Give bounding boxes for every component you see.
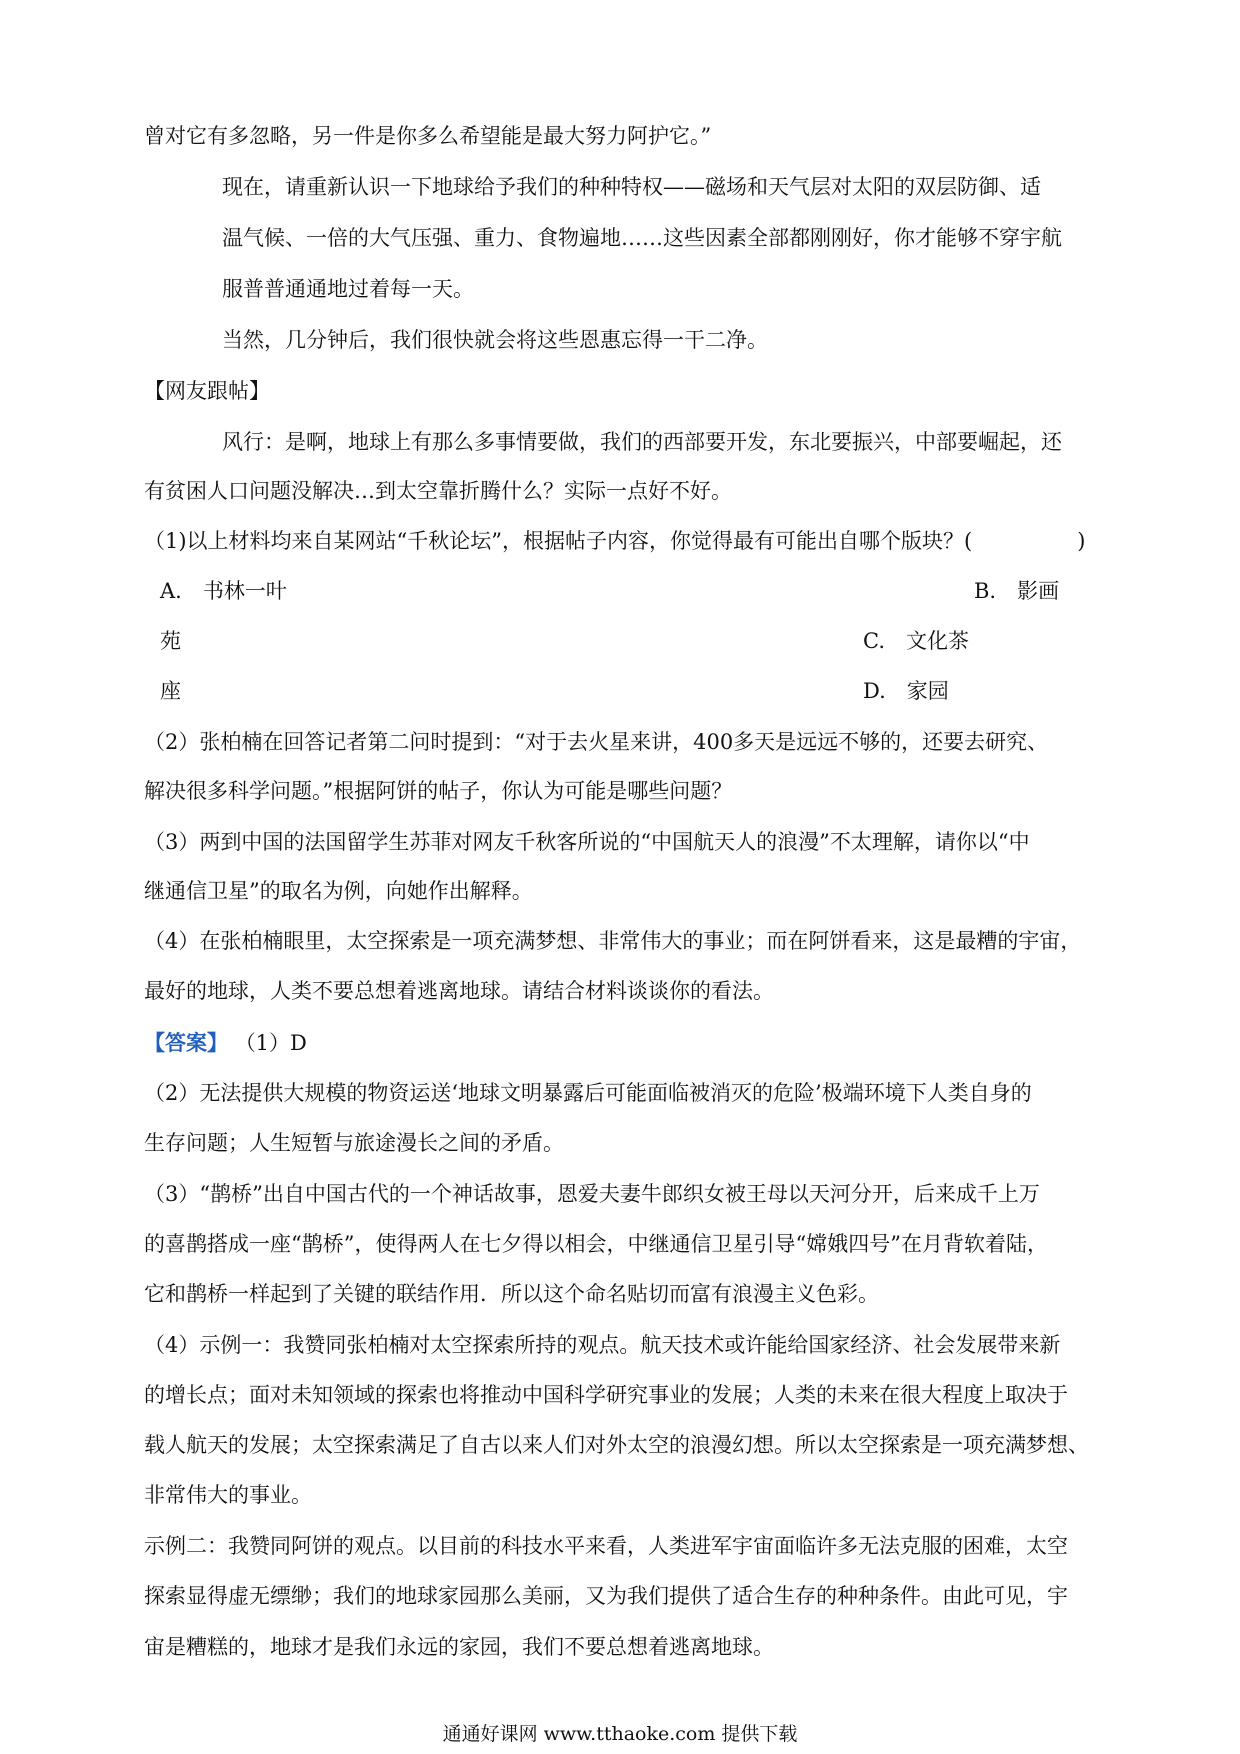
answer-line: 它和鹊桥一样起到了关键的联结作用．所以这个命名贴切而富有浪漫主义色彩。 xyxy=(144,1282,879,1306)
option-c-continued: 座 xyxy=(160,679,181,703)
answer-line: 非常伟大的事业。 xyxy=(144,1483,312,1507)
answer-line: 的喜鹊搭成一座“鹊桥”，使得两人在七夕得以相会，中继通信卫星引导“嫦娥四号”在月背软着陆， xyxy=(144,1232,1048,1256)
text-line: 现在，请重新认识一下地球给予我们的种种特权——磁场和天气层对太阳的双层防御、适 xyxy=(222,175,1041,199)
answer-1: （1）D xyxy=(234,1031,307,1055)
answer-line: （3）“鹊桥”出自中国古代的一个神话故事，恩爱夫妻牛郎织女被王母以天河分开，后来成千上万 xyxy=(144,1182,1040,1206)
question-2: （2）张柏楠在回答记者第二问时提到：“对于去火星来讲，400多天是远远不够的，还要去研究、 xyxy=(144,730,1049,754)
page-footer: 通通好课网 www.tthaoke.com 提供下载 xyxy=(442,1723,798,1745)
answer-heading xyxy=(144,1028,307,1058)
answer-line: 宙是糟糕的，地球才是我们永远的家园，我们不要总想着逃离地球。 xyxy=(144,1635,774,1659)
option-d: D. 家园 xyxy=(863,679,949,703)
text-line: 服普普通通地过着每一天。 xyxy=(222,277,474,301)
text-line: 最好的地球，人类不要总想着逃离地球。请结合材料谈谈你的看法。 xyxy=(144,979,774,1003)
text-line: 解决很多科学问题。”根据阿饼的帖子，你认为可能是哪些问题？ xyxy=(144,779,733,803)
text-line: 温气候、一倍的大气压强、重力、食物遍地……这些因素全部都刚刚好，你才能够不穿宇航 xyxy=(222,226,1062,250)
answer-line: （4）示例一：我赞同张柏楠对太空探索所持的观点。航天技术或许能给国家经济、社会发展带来新 xyxy=(144,1333,1061,1357)
answer-line: 示例二：我赞同阿饼的观点。以目前的科技水平来看，人类进军宇宙面临许多无法克服的困难，太空 xyxy=(144,1534,1068,1558)
text-line: 风行：是啊，地球上有那么多事情要做，我们的西部要开发，东北要振兴，中部要崛起，还 xyxy=(222,430,1062,454)
text-line: 继通信卫星”的取名为例，向她作出解释。 xyxy=(144,879,533,903)
section-heading: 【网友跟帖】 xyxy=(144,379,270,403)
answer-line: 的增长点；面对未知领域的探索也将推动中国科学研究事业的发展；人类的未来在很大程度上取决于 xyxy=(144,1383,1068,1407)
option-b: B. 影画 xyxy=(974,579,1060,603)
answer-line: 载人航天的发展；太空探索满足了自古以来人们对外太空的浪漫幻想。所以太空探索是一项充满梦想、 xyxy=(144,1433,1089,1457)
question-4: （4）在张柏楠眼里，太空探索是一项充满梦想、非常伟大的事业；而在阿饼看来，这是最糟的宇宙， xyxy=(144,929,1082,953)
question-1: （1)以上材料均来自某网站“千秋论坛”，根据帖子内容，你觉得最有可能出自哪个版块？( ) xyxy=(144,529,1086,553)
option-c: C. 文化茶 xyxy=(863,629,969,653)
option-b-continued: 苑 xyxy=(160,629,181,653)
answer-line: （2）无法提供大规模的物资运送‘地球文明暴露后可能面临被消灭的危险’极端环境下人类自身的 xyxy=(144,1081,1032,1105)
answer-line: 探索显得虚无缥缈；我们的地球家园那么美丽，又为我们提供了适合生存的种种条件。由此可见，宇 xyxy=(144,1584,1068,1608)
option-a: A. 书林一叶 xyxy=(160,579,287,603)
text-line: 曾对它有多忽略，另一件是你多么希望能是最大努力阿护它。” xyxy=(144,124,712,148)
answer-line: 生存问题；人生短暂与旅途漫长之间的矛盾。 xyxy=(144,1131,564,1155)
text-line: 有贫困人口问题没解决…到太空靠折腾什么？实际一点好不好。 xyxy=(144,479,732,503)
text-line: 当然，几分钟后，我们很快就会将这些恩惠忘得一干二净。 xyxy=(222,328,768,352)
question-3: （3）两到中国的法国留学生苏菲对网友千秋客所说的“中国航天人的浪漫”不太理解，请你以“中 xyxy=(144,830,1030,854)
answer-tag: 【答案】 xyxy=(144,1030,228,1055)
